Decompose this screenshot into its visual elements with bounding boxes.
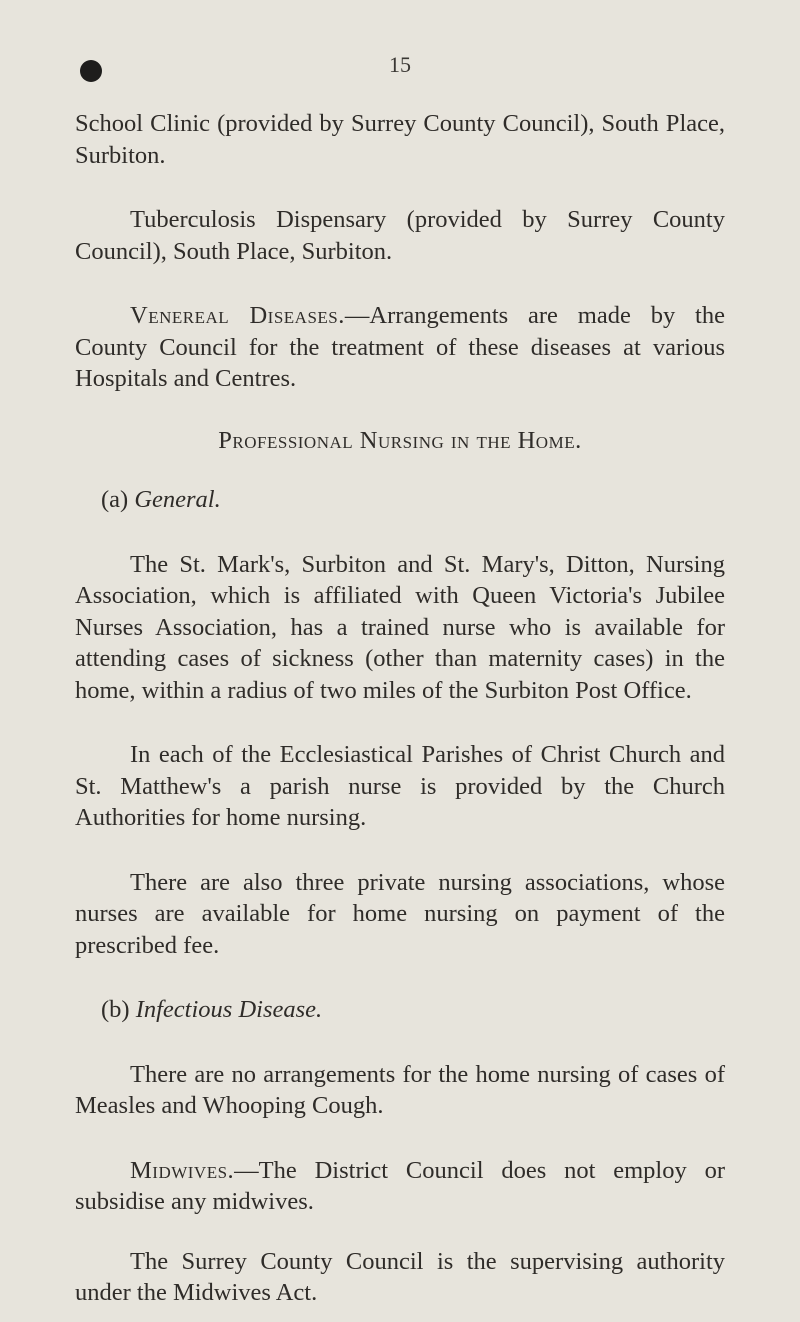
- tuberculosis-dispensary-paragraph: Tuberculosis Dispensary (provided by Surrey County Council), South Place, Surbiton.: [75, 206, 725, 265]
- supervising-authority-paragraph: The Surrey County Council is the supervising authority under the Midwives Act.: [75, 1247, 725, 1306]
- school-clinic-paragraph: School Clinic (provided by Surrey County Council), South Place, Surbiton.: [75, 110, 725, 169]
- professional-nursing-heading: Professional Nursing in the Home.: [218, 426, 582, 454]
- venereal-diseases-heading: Venereal Diseases.: [130, 302, 345, 329]
- parish-nurse-paragraph: In each of the Ecclesiastical Parishes of Christ Church and St. Matthew's a parish nurse is provided by the Church Authorities for home nursing.: [75, 741, 725, 831]
- infectious-label: (b): [101, 996, 130, 1023]
- general-subheading: [75, 484, 725, 516]
- venereal-diseases-paragraph: [75, 300, 725, 395]
- nursing-association-paragraph: The St. Mark's, Surbiton and St. Mary's, Ditton, Nursing Association, which is affiliated with Queen Victoria's Jubilee Nurses Association, has a trained nurse who is available for attending cases of sickness (other than maternity cases) in the home, within a radius of two miles of the Surbiton Post Office.: [75, 550, 725, 704]
- page-content: [75, 108, 725, 1309]
- general-title: General.: [134, 486, 221, 513]
- infectious-title: Infectious Disease.: [135, 996, 323, 1023]
- midwives-text: —The District Council does not employ or subsidise any midwives.: [75, 1156, 725, 1215]
- midwives-paragraph: [75, 1155, 725, 1218]
- measles-paragraph: There are no arrangements for the home nursing of cases of Measles and Whooping Cough.: [75, 1060, 725, 1119]
- venereal-diseases-text: —Arrangements are made by the County Council for the treatment of these diseases at various Hospitals and Centres.: [75, 302, 725, 392]
- midwives-heading: Midwives.: [130, 1156, 235, 1184]
- page-number: 15: [389, 52, 411, 77]
- infectious-disease-subheading: [75, 994, 725, 1026]
- private-nursing-paragraph: There are also three private nursing associations, whose nurses are available for home nursing on payment of the prescribed fee.: [75, 868, 725, 959]
- general-label: (a): [101, 486, 129, 513]
